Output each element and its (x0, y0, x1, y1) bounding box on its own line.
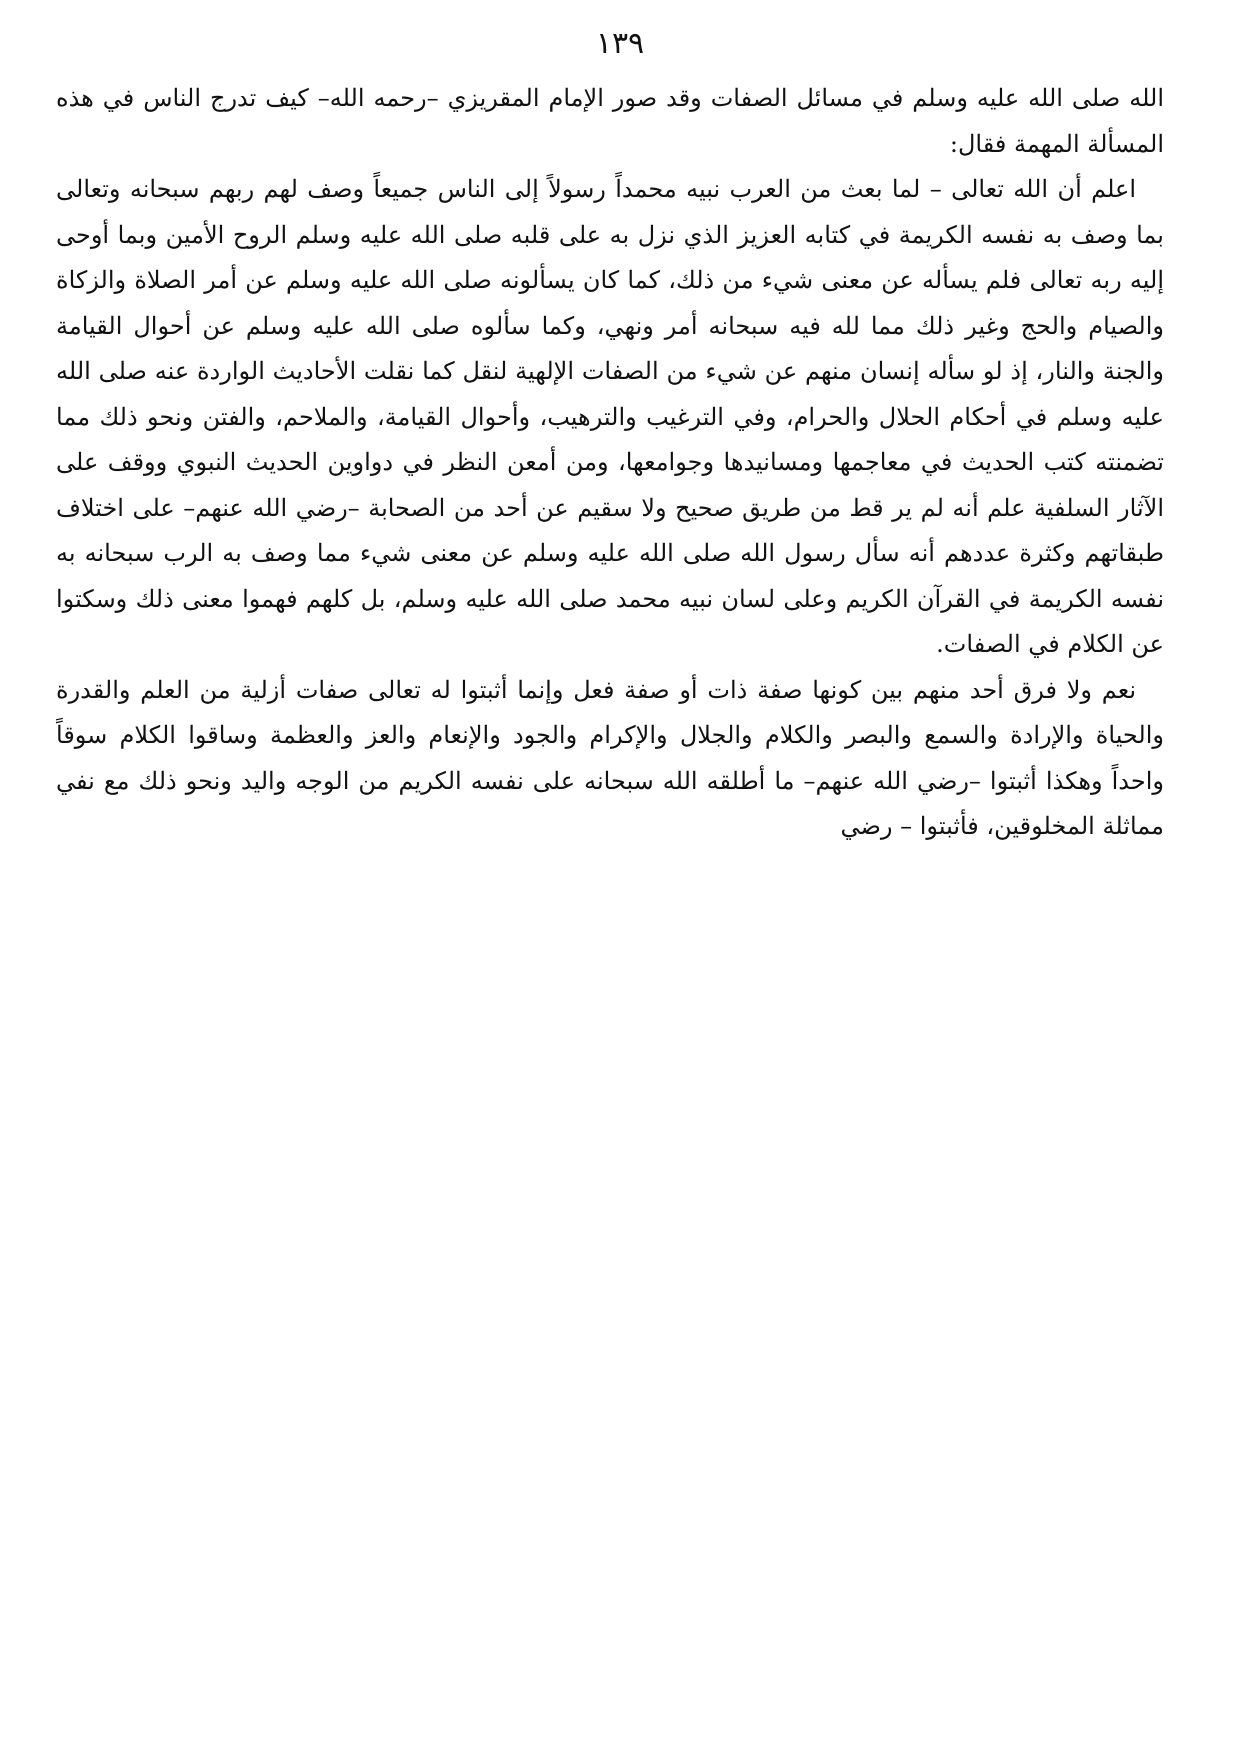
paragraph-1: الله صلى الله عليه وسلم في مسائل الصفات وقد صور الإمام المقريزي –رحمه الله– كيف تدرج الناس في هذه المسألة المهمة فقال: (56, 84, 1164, 158)
page-body (56, 76, 1164, 850)
page-number: ١٣٩ (595, 26, 645, 61)
paragraph-2: اعلم أن الله تعالى – لما بعث من العرب نبيه محمداً رسولاً إلى الناس جميعاً وصف لهم ربهم سبحانه وتعالى بما وصف به نفسه الكريمة في كتابه العزيز الذي نزل به على قلبه صلى الله عليه وسلم الروح الأمين وبما أوحى إليه ربه تعالى فلم يسأله عن معنى شيء من ذلك، كما كان يسألونه صلى الله عليه وسلم عن أمر الصلاة والزكاة والصيام والحج وغير ذلك مما لله فيه سبحانه أمر ونهي، وكما سألوه صلى الله عليه وسلم عن أحوال القيامة والجنة والنار، إذ لو سأله إنسان منهم عن شيء من الصفات الإلهية لنقل كما نقلت الأحاديث الواردة عنه صلى الله عليه وسلم في أحكام الحلال والحرام، وفي الترغيب والترهيب، وأحوال القيامة، والملاحم، والفتن ونحو ذلك مما تضمنته كتب الحديث في معاجمها ومسانيدها وجوامعها، ومن أمعن النظر في دواوين الحديث النبوي ووقف على الآثار السلفية علم أنه لم ير قط من طريق صحيح ولا سقيم عن أحد من الصحابة –رضي الله عنهم– على اختلاف طبقاتهم وكثرة عددهم أنه سأل رسول الله صلى الله عليه وسلم عن معنى شيء مما وصف به الرب سبحانه به نفسه الكريمة في القرآن الكريم وعلى لسان نبيه محمد صلى الله عليه وسلم، بل كلهم فهموا معنى ذلك وسكتوا عن الكلام في الصفات. (56, 175, 1165, 658)
paragraph-3: نعم ولا فرق أحد منهم بين كونها صفة ذات أو صفة فعل وإنما أثبتوا له تعالى صفات أزلية من العلم والقدرة والحياة والإرادة والسمع والبصر والكلام والجلال والإكرام والجود والإنعام والعز والعظمة وساقوا الكلام سوقاً واحداً وهكذا أثبتوا –رضي الله عنهم– ما أطلقه الله سبحانه على نفسه الكريم من الوجه واليد ونحو ذلك مع نفي مماثلة المخلوقين، فأثبتوا – رضي (56, 675, 1164, 840)
